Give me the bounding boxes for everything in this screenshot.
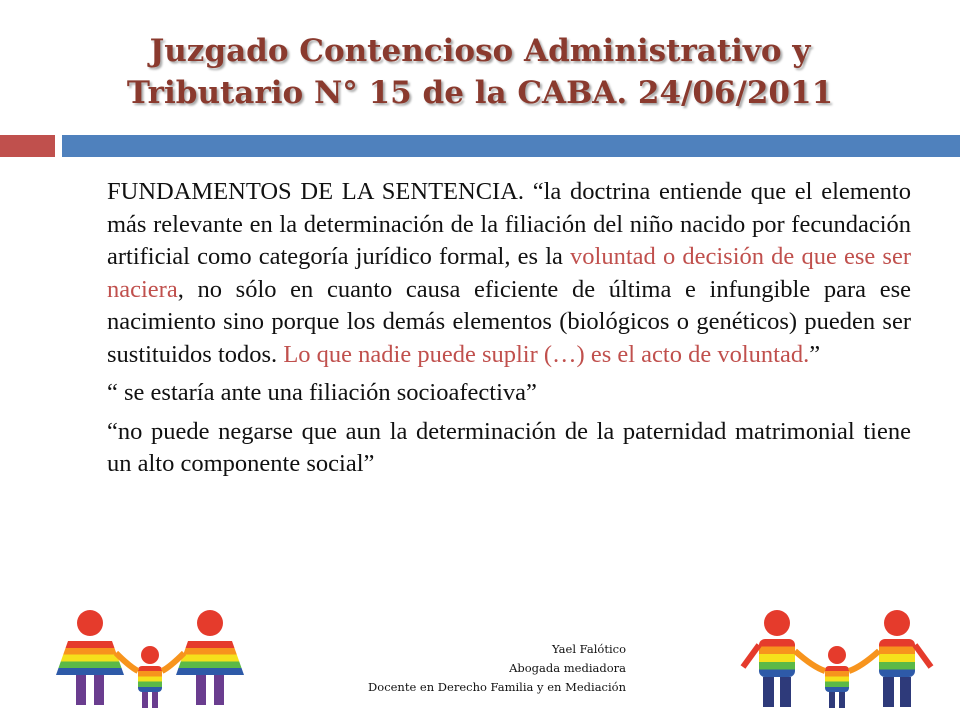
- text-segment: ”: [809, 340, 821, 368]
- family-right-icon: [735, 605, 940, 715]
- slide-title: [40, 30, 920, 114]
- text-segment: FUNDAMENTOS DE LA SENTENCIA. “la doctrina entiende que el elemento más relevante en la determinación de la filiación del niño nacido por fecundación artificial como categoría jurídico formal, es la: [107, 178, 911, 270]
- title-line-1: Juzgado Contencioso Administrativo y: [149, 33, 811, 69]
- author-name: Yael Falótico: [551, 642, 626, 656]
- author-credit: [300, 640, 626, 697]
- accent-bar-red: [0, 135, 55, 157]
- highlighted-text: voluntad o decisión de que ese ser naciera: [107, 243, 912, 303]
- text-segment: , no sólo en cuanto causa eficiente de última e infungible para ese nacimiento sino porque los demás elementos (biológicos o genéticos) pueden ser sustituidos todos.: [107, 275, 911, 368]
- author-teaching: Docente en Derecho Familia y en Mediación: [368, 680, 626, 694]
- highlighted-text: Lo que nadie puede suplir (…) es el acto de voluntad.: [283, 340, 810, 368]
- quote-paternidad: “no puede negarse que aun la determinación de la paternidad matrimonial tiene un alto componente social”: [107, 417, 911, 477]
- accent-bar-blue: [62, 135, 960, 157]
- paragraph-fundamentos: [107, 176, 911, 371]
- head-shape: [77, 610, 103, 636]
- slide-body: [107, 176, 911, 487]
- author-role: Abogada mediadora: [509, 661, 626, 675]
- family-left-icon: [50, 605, 250, 715]
- quote-socioafectiva: “ se estaría ante una filiación socioafectiva”: [107, 379, 537, 406]
- title-line-2: Tributario N° 15 de la CABA. 24/06/2011: [126, 75, 834, 111]
